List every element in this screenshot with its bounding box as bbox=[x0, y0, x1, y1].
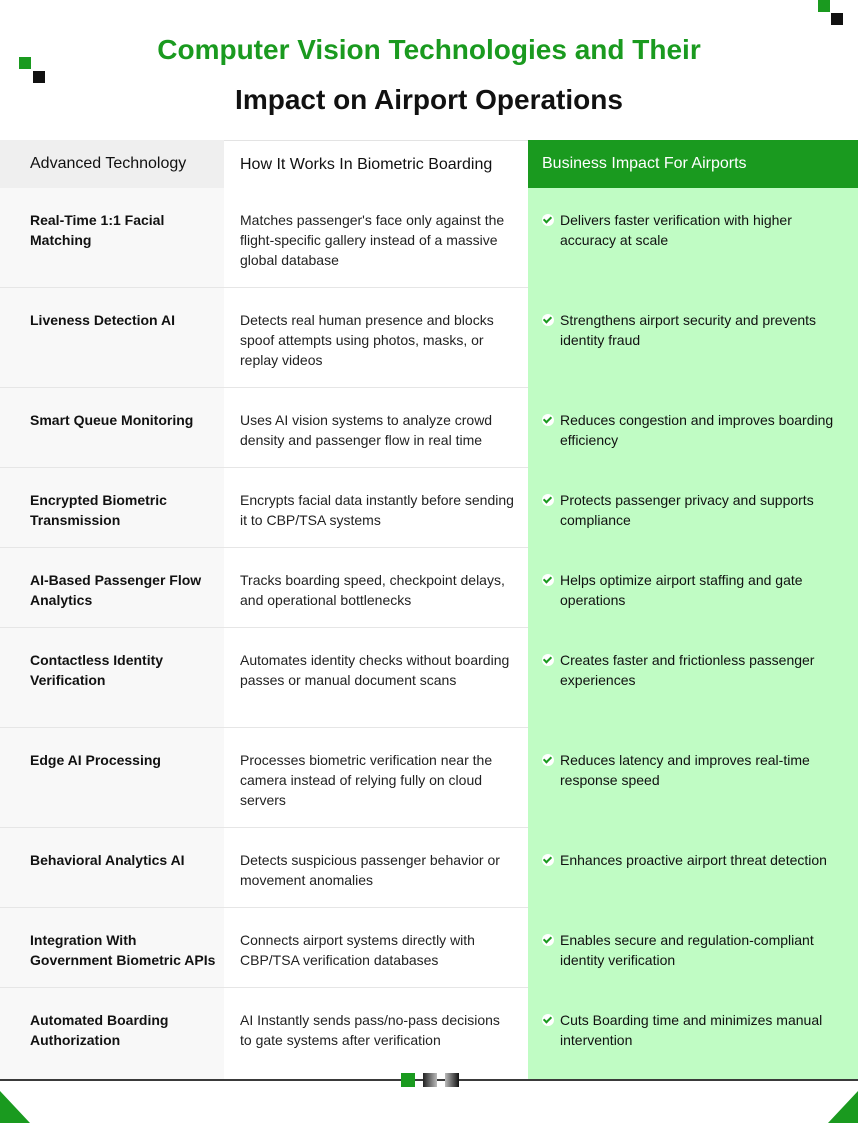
column-header-business-impact: Business Impact For Airports bbox=[528, 140, 858, 188]
checkmark-icon bbox=[542, 214, 554, 226]
table-header-row bbox=[0, 140, 858, 188]
business-impact-cell bbox=[528, 988, 858, 1080]
page-title-line1: Computer Vision Technologies and Their bbox=[157, 34, 701, 65]
footer-mark-green bbox=[401, 1073, 415, 1087]
business-impact-text: Cuts Boarding time and minimizes manual intervention bbox=[560, 1012, 823, 1048]
checkmark-icon bbox=[542, 854, 554, 866]
table-row bbox=[0, 728, 858, 828]
how-it-works-cell: Detects real human presence and blocks spoof attempts using photos, masks, or replay videos bbox=[224, 288, 528, 388]
technology-cell: Encrypted Biometric Transmission bbox=[0, 468, 224, 548]
business-impact-cell bbox=[528, 288, 858, 388]
table-row bbox=[0, 988, 858, 1080]
table-body bbox=[0, 188, 858, 1080]
business-impact-text: Delivers faster verification with higher accuracy at scale bbox=[560, 212, 792, 248]
page-title-line2: Impact on Airport Operations bbox=[235, 84, 623, 115]
table-row bbox=[0, 188, 858, 288]
technology-cell: Liveness Detection AI bbox=[0, 288, 224, 388]
table-row bbox=[0, 548, 858, 628]
business-impact-cell bbox=[528, 628, 858, 728]
how-it-works-cell: Tracks boarding speed, checkpoint delays, and operational bottlenecks bbox=[224, 548, 528, 628]
table-row bbox=[0, 908, 858, 988]
business-impact-text: Reduces latency and improves real-time response speed bbox=[560, 752, 810, 788]
business-impact-cell bbox=[528, 388, 858, 468]
technology-cell: Automated Boarding Authorization bbox=[0, 988, 224, 1080]
technology-cell: Smart Queue Monitoring bbox=[0, 388, 224, 468]
how-it-works-cell: Processes biometric verification near the camera instead of relying fully on cloud servers bbox=[224, 728, 528, 828]
checkmark-icon bbox=[542, 414, 554, 426]
table-row bbox=[0, 628, 858, 728]
business-impact-text: Helps optimize airport staffing and gate operations bbox=[560, 572, 803, 608]
checkmark-icon bbox=[542, 654, 554, 666]
business-impact-text: Strengthens airport security and prevents identity fraud bbox=[560, 312, 817, 348]
footer-mark-gradient bbox=[423, 1073, 437, 1087]
checkmark-icon bbox=[542, 494, 554, 506]
how-it-works-cell: Automates identity checks without boarding passes or manual document scans bbox=[224, 628, 528, 728]
checkmark-icon bbox=[542, 314, 554, 326]
how-it-works-cell: Uses AI vision systems to analyze crowd density and passenger flow in real time bbox=[224, 388, 528, 468]
business-impact-text: Creates faster and frictionless passenger experiences bbox=[560, 652, 815, 688]
technology-cell: Integration With Government Biometric APIs bbox=[0, 908, 224, 988]
business-impact-text: Protects passenger privacy and supports compliance bbox=[560, 492, 814, 528]
technology-cell: Edge AI Processing bbox=[0, 728, 224, 828]
technology-cell: Behavioral Analytics AI bbox=[0, 828, 224, 908]
business-impact-cell bbox=[528, 908, 858, 988]
checkmark-icon bbox=[542, 754, 554, 766]
technology-cell: AI-Based Passenger Flow Analytics bbox=[0, 548, 224, 628]
business-impact-cell bbox=[528, 468, 858, 548]
column-header-technology: Advanced Technology bbox=[0, 140, 224, 188]
how-it-works-cell: Matches passenger's face only against the flight-specific gallery instead of a massive global database bbox=[224, 188, 528, 288]
table-row bbox=[0, 828, 858, 908]
how-it-works-cell: Connects airport systems directly with CBP/TSA verification databases bbox=[224, 908, 528, 988]
how-it-works-cell: Encrypts facial data instantly before sending it to CBP/TSA systems bbox=[224, 468, 528, 548]
decorative-square-green bbox=[818, 0, 830, 12]
table-row bbox=[0, 468, 858, 548]
comparison-table bbox=[0, 140, 858, 1080]
corner-triangle-left bbox=[0, 1091, 30, 1123]
column-header-how-it-works: How It Works In Biometric Boarding bbox=[224, 140, 528, 188]
technology-cell: Real-Time 1:1 Facial Matching bbox=[0, 188, 224, 288]
how-it-works-cell: Detects suspicious passenger behavior or movement anomalies bbox=[224, 828, 528, 908]
business-impact-cell bbox=[528, 728, 858, 828]
table-row bbox=[0, 288, 858, 388]
business-impact-text: Enhances proactive airport threat detection bbox=[560, 852, 827, 868]
checkmark-icon bbox=[542, 1014, 554, 1026]
business-impact-cell bbox=[528, 188, 858, 288]
business-impact-cell bbox=[528, 828, 858, 908]
table-row bbox=[0, 388, 858, 468]
checkmark-icon bbox=[542, 934, 554, 946]
how-it-works-cell: AI Instantly sends pass/no-pass decisions to gate systems after verification bbox=[224, 988, 528, 1080]
business-impact-text: Reduces congestion and improves boarding efficiency bbox=[560, 412, 834, 448]
decorative-square-black bbox=[831, 13, 843, 25]
technology-cell: Contactless Identity Verification bbox=[0, 628, 224, 728]
business-impact-text: Enables secure and regulation-compliant identity verification bbox=[560, 932, 814, 968]
corner-triangle-right bbox=[828, 1091, 858, 1123]
business-impact-cell bbox=[528, 548, 858, 628]
footer-mark-gradient bbox=[445, 1073, 459, 1087]
checkmark-icon bbox=[542, 574, 554, 586]
